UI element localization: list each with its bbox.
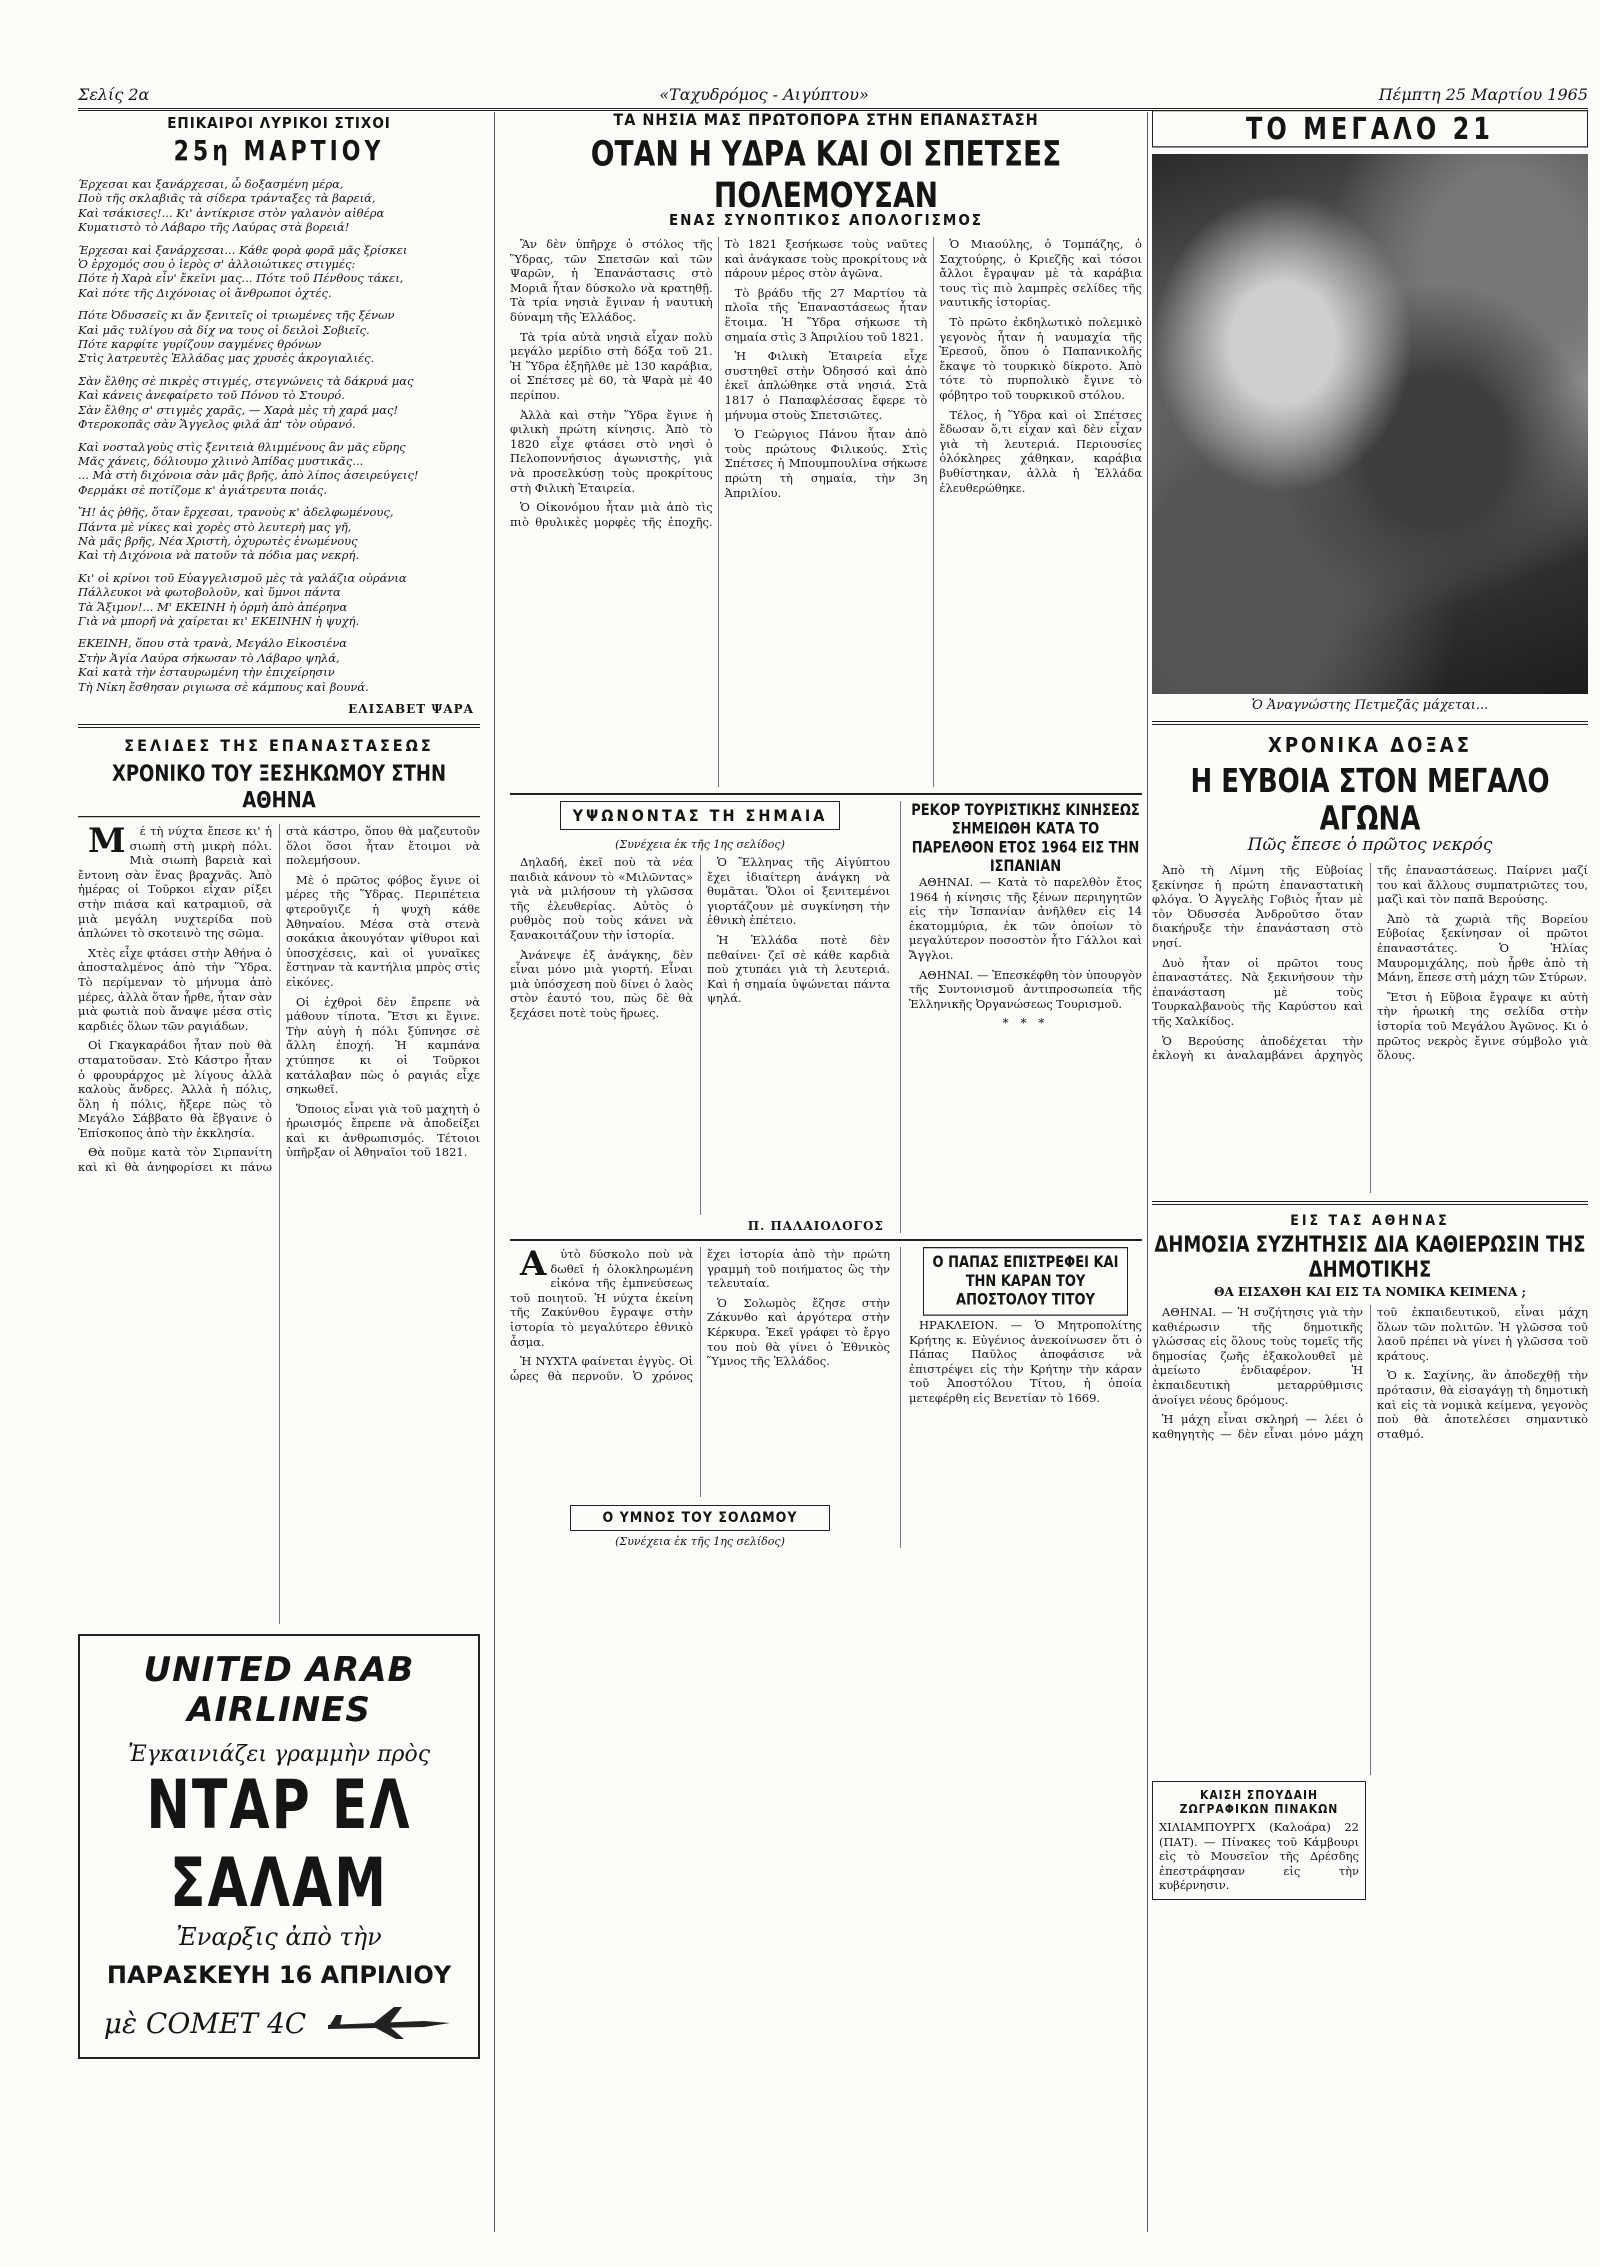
poem-stanza	[78, 243, 480, 301]
poem-line: Καὶ τσάκισες!... Κι' ἀντίκρισε στὸν γαλανὸν αἰθέρα	[78, 205, 385, 220]
column-rule	[494, 112, 495, 2232]
article-paragraph: Οἱ ἐχθροὶ δὲν ἔπρεπε νὰ μάθουν τίποτα. Ἔτσι κι ἔγινε. Τὴν αὐγὴ ἡ πόλι ξύπνησε σὲ ἄλλη ἐποχή. Ἡ καμπάνα χτύπησε κι οἱ Τοῦρκοι κατάλαβαν πὼς ὁ ραγιάς εἶχε σηκωθεῖ.	[286, 994, 480, 1097]
psalm-title: Ο ΥΜΝΟΣ ΤΟΥ ΣΟΛΩΜΟΥ	[570, 1505, 830, 1531]
article-paragraph: Ὁ Σολωμὸς ἔζησε στὴν Ζάκυνθο καὶ ἀργότερα στὴν Κέρκυρα. Ἐκεῖ γράφει τὸ ἔργο του ποὺ θὰ γίνει ὁ Ἐθνικὸς Ὕμνος τῆς Ἑλλάδος.	[707, 1295, 890, 1369]
poem-line: Καὶ πότε τῆς Διχόνοιας οἱ ἄνθρωποι ὀχτές.	[78, 285, 332, 300]
article-paragraph: Ὁ Ἕλληνας τῆς Αἰγύπτου ἔχει ἱδιαίτερη ἀνάγκη νὰ θυμᾶται. Ὅλοι οἱ ξενιτεμένοι γιορτάζουν μὲ συγκίνηση τὴν ἐθνικὴ ἐπέτειο.	[707, 855, 890, 928]
article-paragraph: ΑΘΗΝΑΙ. — Κατὰ τὸ παρελθὸν ἔτος 1964 ἡ κίνησις τῆς ξένων περιηγητῶν εἰς τὴν Ἱσπανίαν ἀνῆλθεν εἰς 14 ἑκατομμύρια, ἐκ τῶν ὁποίων τὸ μεγαλύτερον ποσοστὸν ἦτο Γάλλοι καὶ Ἄγγλοι.	[909, 875, 1142, 962]
page-number: Σελίς 2α	[78, 84, 150, 104]
demotic-subtitle: ΘΑ ΕΙΣΑΧΘΗ ΚΑΙ ΕΙΣ ΤΑ ΝΟΜΙΚΑ ΚΕΙΜΕΝΑ ;	[1214, 1285, 1526, 1299]
psalm-continuation: (Συνέχεια ἐκ τῆς 1ης σελίδος)	[615, 1535, 785, 1548]
article-paragraph: Ὁ Γεώργιος Πάνου ἦταν ἀπὸ τοὺς πρώτους Φιλικούς. Στὶς Σπέτσες ἡ Μπουμπουλίνα σήκωσε πρώτη τὴ σημαία, τὴν 3η Ἀπριλίου.	[724, 427, 928, 500]
article-paragraph: Θὰ ποῦμε κατὰ τὸν Σιρπανίτη καὶ κὶ θὰ ἀνηφορίσει κι πάνω στὰ κάστρο, ὅπου θὰ μαζευτοῦν ὅλοι ὅσοι ἦταν ἔτοιμοι νὰ πολεμήσουν.	[78, 824, 480, 1175]
poem-line: Νὰ μᾶς βρῆς, Νέα Χριστὴ, ὀχυρωτὲς ἐνωμένους	[78, 533, 358, 548]
psalm-section	[510, 1244, 890, 1548]
poem-title: 25η ΜΑΡΤΙΟΥ	[173, 136, 385, 168]
article-paragraph: Ἀπὸ τὴ Λίμνη τῆς Εὐβοίας ξεκίνησε ἡ πρώτη ἐπαναστατικὴ φλόγα. Ὁ Ἀγγελὴς Γοβιὸς ἦταν μὲ τὸν Ὀδυσσέα Ἀνδροῦτσο ὅταν διακήρυξε τὴν ἐπανάσταση στὸ νησί.	[1152, 863, 1363, 950]
article-paragraph: Μέ τὴ νύχτα ἔπεσε κι' ἡ σιωπὴ στὴ μικρὴ πόλι. Μιὰ σιωπὴ βαρειὰ καὶ ἔντονη σὰν ἕνας βραχνᾶς. Ἀπὸ ἡμέρας οἱ Τοῦρκοι εἶχαν ρίξει στὴν πιάσα καὶ κατραμιοῦ, σὰ μιὰ μεγάλη νυχτερίδα ποὺ ἁπλώνει τὸ σκοτεινὸ της σῶμα.	[78, 821, 272, 941]
ad-destination: ΝΤΑΡ ΕΛ ΣΑΛΑΜ	[146, 1767, 412, 1923]
poem-line: Φτεροκοπᾶς σὰν Ἄγγελος φιλά ἀπ' τὸν οὐρανό.	[78, 417, 356, 432]
column-left	[78, 110, 480, 2059]
article-paragraph: Ἀλλὰ καὶ στὴν Ὕδρα ἔγινε ἡ φιλικὴ πρώτη κίνησις. Ἀπὸ τὸ 1820 εἶχε φτάσει στὸ νησὶ ὁ Πελοποννήσιος ἀγωνιστὴς, γιὰ νὰ προσελκύσῃ τοὺς προκρίτους στὴ Φιλικὴ Ἑταιρεία.	[510, 407, 713, 495]
glory-title: Η ΕΥΒΟΙΑ ΣΤΟΝ ΜΕΓΑΛΟ ΑΓΩΝΑ	[1190, 763, 1550, 838]
battle-photo	[1152, 154, 1588, 694]
poem-line: Κι' οἱ κρίνοι τοῦ Εὐαγγελισμοῦ μὲς τὰ γαλάζια οὐράνια	[78, 570, 407, 585]
revolution-kicker: ΣΕΛΙΔΕΣ ΤΗΣ ΕΠΑΝΑΣΤΑΣΕΩΣ	[124, 736, 434, 755]
poem-stanza	[78, 505, 480, 563]
ad-date: ΠΑΡΑΣΚΕΥΗ 16 ΑΠΡΙΛΙΟΥ	[106, 1961, 452, 1989]
flag-continuation: (Συνέχεια ἐκ τῆς 1ης σελίδος)	[615, 838, 785, 851]
article-paragraph: Ἂν δὲν ὑπῆρχε ὁ στόλος τῆς Ὕδρας, τῶν Σπετσῶν καὶ τῶν Ψαρῶν, ἡ Ἐπανάστασις στὸ Μοριᾶ ἦταν δύσκολο νὰ κρατηθῇ. Τὰ τρία νησιὰ ἔγιναν ἡ ναυτικὴ δύναμη τῆς Ἑλλάδος.	[510, 237, 713, 324]
demotic-kicker: ΕΙΣ ΤΑΣ ΑΘΗΝΑΣ	[1290, 1213, 1450, 1229]
record-title: ΡΕΚΟΡ ΤΟΥΡΙΣΤΙΚΗΣ ΚΙΝΗΣΕΩΣ ΣΗΜΕΙΩΘΗ ΚΑΤΑ ΤΟ ΠΑΡΕΛΘΟΝ ΕΤΟΣ 1964 ΕΙΣ ΤΗΝ ΙΣΠΑΝΙΑΝ	[911, 801, 1140, 876]
article-paragraph: Ἀνάνεψε ἐξ ἀνάγκης, δὲν εἶναι μόνο μιὰ γιορτή. Εἶναι μιὰ ὑπόσχεση ποὺ δίνει ὁ λαὸς στὸν ἑαυτό του, πὼς δὲ θὰ ξεχάσει ποτὲ τοὺς ἥρωες.	[510, 947, 693, 1020]
poem-line: Πότε Ὀδυσσεῖς κι ἄν ξενιτεῖς οἱ τριωμένες τῆς ξένων	[78, 308, 395, 323]
poem-line: Στὶς λατρευτὲς Ἑλλάδας μας χρυσὲς ἀκρογιαλιές.	[78, 351, 375, 366]
poem-kicker: ΕΠΙΚΑΙΡΟΙ ΛΥΡΙΚΟΙ ΣΤΙΧΟΙ	[167, 114, 391, 132]
poem-line: Καὶ μᾶς τυλίγου σὰ δίχ να τους οἱ δειλοὶ Σοβιεῖς.	[78, 322, 370, 337]
article-paragraph: Ἡ μάχη εἶναι σκληρή — λέει ὁ καθηγητὴς — δὲν εἶναι μόνο μάχη τοῦ ἐκπαιδευτικοῦ, εἶναι μάχη ὅλων τῶν πολιτῶν. Ἡ γλῶσσα τοῦ λαοῦ πρέπει νὰ γίνει ἡ γλῶσσα τοῦ κράτους.	[1152, 1305, 1588, 1441]
glory-kicker: ΧΡΟΝΙΚΑ ΔΟΞΑΣ	[1267, 733, 1473, 757]
poem-line: Γιὰ νὰ μπορῆ νὰ χαίρεται κι' ΕΚΕΙΝΗΝ ἡ ψυχή.	[78, 613, 360, 628]
poem-stanza	[78, 636, 480, 694]
paintings-notice	[1152, 1781, 1366, 1900]
article-paragraph: Τέλος, ἡ Ὕδρα καὶ οἱ Σπέτσες ἔδωσαν ὅ,τι εἶχαν καὶ δὲν εἶχαν γιὰ τὴ λευτεριά. Περιουσίες ὁλόκληρες χάθηκαν, καράβια βυθίστηκαν, ἀλλὰ ἡ Ἑλλάδα ἐλευθερώθηκε.	[939, 407, 1142, 495]
islands-article	[510, 237, 1142, 787]
article-paragraph: Ὅποιος εἶναι γιὰ τοῦ μαχητὴ ὁ ἡρωισμός ἔπρεπε νὰ ἀποδείξει καὶ κι ἀνθρωπισμός. Τέτοιοι ὑπῆρξαν οἱ Ἀθηναῖοι τοῦ 1821.	[286, 1101, 480, 1160]
poem-line: Καὶ κάνεις ἀνεφαίρετο τοῦ Πόνου τὸ Στουρό.	[78, 388, 345, 403]
poem-line: Καὶ κατὰ τὴν ἐσταυρωμένη τὴν ἐπιχείρησιν	[78, 665, 335, 680]
newspaper-name: «Ταχυδρόμος - Αιγύπτου»	[659, 84, 869, 104]
poem-line: Κυματιστὸ τὸ Λάβαρο τῆς Λαύρας στὰ βορειά!	[78, 220, 350, 235]
poem-line: Πότε ἡ Χαρὰ εἶν' ἔκεῖνι μας... Πότε τοῦ Πένθους τάκει,	[78, 271, 404, 286]
notice-text: ΧΙΛΙΑΜΠΟΥΡΓΧ (Καλοάρα) 22 (ΠΑΤ). — Πίνακες τοῦ Κάμβουρι εἰς τὸ Μουσεῖον τῆς Δρέσδης ἐπεστράφησαν εἰς τὴν κυβέρνησιν.	[1159, 1820, 1359, 1893]
airline-advertisement	[78, 1634, 480, 2059]
ad-start: Ἐναρξις ἀπὸ τὴν	[176, 1923, 382, 1951]
psalm-article	[510, 1244, 890, 1497]
glory-subtitle: Πῶς ἔπεσε ὁ πρῶτος νεκρός	[1247, 835, 1493, 855]
islands-title: ΟΤΑΝ Η ΥΔΡΑ ΚΑΙ ΟΙ ΣΠΕΤΣΕΣ ΠΟΛΕΜΟΥΣΑΝ	[590, 133, 1062, 216]
photo-caption: Ὁ Ἀναγνώστης Πετμεζᾶς μάχεται...	[1251, 698, 1489, 713]
article-paragraph: Ἡ Φιλικὴ Ἑταιρεία εἶχε συστηθεῖ στὴν Ὀδησσό καὶ ἀπὸ ἐκεῖ ἁπλώθηκε στὰ νησιά. Στὰ 1817 ὁ Παπαφλέσσας ἔφερε τὸ μήνυμα στοὺς Σπετσιῶτες.	[724, 349, 928, 422]
poem-line: Καὶ τὴ Διχόνοια νὰ πατοῦν τὰ πόδια μας νεκρή.	[78, 548, 360, 563]
article-paragraph: Μὲ ὁ πρῶτος φόβος ἔγινε οἱ μέρες τῆς Ὕδρας. Περιπέτεια φτεροῦγιζε ἡ ψυχὴ κάθε Ἀθηναίου. Μέσα στὰ στενὰ σοκάκια ἀκουγόταν ψίθυροι καὶ ὑποσχέσεις, καὶ οἱ γυναῖκες ἔστηναν τὰ καντήλια μπρὸς στὶς εἰκόνες.	[286, 872, 480, 989]
poem-line: Έρχεσαι και ξανάρχεσαι, ὦ δοξασμένη μέρα,	[78, 177, 344, 191]
record-section: ΡΕΚΟΡ ΤΟΥΡΙΣΤΙΚΗΣ ΚΙΝΗΣΕΩΣ ΣΗΜΕΙΩΘΗ ΚΑΤΑ ΤΟ ΠΑΡΕΛΘΟΝ ΕΤΟΣ 1964 ΕΙΣ ΤΗΝ ΙΣΠΑΝΙΑΝ ΑΘΗΝΑΙ. — Κατὰ τὸ παρελθὸν ἔτος 1964 ἡ κίνησις τῆς ξένων περιηγητῶν εἰς τὴν Ἱσπανίαν ἀνῆλθεν εἰς 14 ἑκατομμύρια, ἐκ τῶν ὁποίων τὸ μεγαλύτερον ποσοστὸν ἦτο Γάλλοι καὶ Ἄγγλοι. ΑΘΗΝΑΙ. — Ἐπεσκέφθη τὸν ὑπουργὸν τῆς Συντονισμοῦ ἀντιπροσωπεία τῆς Ἑλληνικῆς Ὀργανώσεως Τουρισμοῦ. * * *	[900, 801, 1142, 1233]
poem-line: Μᾶς χάνεις, δόλιουμο χλιινὸ Ἀπίδας μυστικᾶς...	[78, 453, 364, 468]
photo-title: ΤΟ ΜΕΓΑΛΟ 21	[1152, 110, 1588, 148]
flag-section	[510, 801, 890, 1233]
poem-line: Σὰν ἔλθης σὲ πικρὲς στιγμές, στεγνώνεις τὰ δάκρυά μας	[78, 373, 414, 388]
poem-stanza	[78, 308, 480, 366]
revolution-article	[78, 821, 480, 1624]
ad-intro: Ἐγκαινιάζει γραμμὴν πρὸς	[127, 1742, 431, 1767]
poem-line: Ἤ! ἀς ῥθῆς, ὅταν ἔρχεσαι, τρανοὺς κ' ἀδελφωμένους,	[78, 505, 394, 520]
article-paragraph: Τὸ βράδυ τῆς 27 Μαρτίου τὰ πλοῖα τῆς Ἐπαναστάσεως ἦταν ἕτοιμα. Ἡ Ὕδρα σήκωσε τὴ σημαία στὶς 3 Ἀπριλίου τοῦ 1821.	[724, 285, 928, 344]
article-paragraph: Χτὲς εἶχε φτάσει στὴν Ἀθήνα ὁ ἀποσταλμένος ἀπὸ τὴν Ὕδρα. Τὸ περίμεναν τὸ μήνυμα ἀπὸ μέρες, ἀλλὰ ὅταν ἦρθε, ἦταν σὰν μιὰ φωτιὰ ποὺ ἄναψε μέσα στὶς καρδιές ὅλων τῶν ραγιάδων.	[78, 945, 272, 1033]
ad-aircraft: μὲ COMET 4C	[103, 2006, 307, 2040]
titos-article	[909, 1318, 1142, 1406]
article-paragraph: Ἀπὸ τὰ χωριὰ τῆς Βορείου Εὐβοίας ξεκίνησαν οἱ πρῶτοι ἐπαναστάτες. Ὁ Ἠλίας Μαυρομιχάλης, ποὺ ἦρθε ἀπὸ τὴ Μάνη, ἔπεσε στὴ μάχη τῶν Στύρων.	[1377, 911, 1588, 985]
column-center	[510, 110, 1142, 1548]
article-paragraph: Δυὸ ἦταν οἱ πρῶτοι τους ἐπαναστάτες. Νὰ ξεκινήσουν τὴν ἐπανάσταση μὲ τοὺς Τουρκαλβανοὺς τῆς Καρύστου καὶ τῆς Χαλκίδος.	[1152, 955, 1363, 1028]
demotic-article	[1152, 1305, 1588, 1775]
article-paragraph: Ὁ Μιαούλης, ὁ Τομπάζης, ὁ Σαχτούρης, ὁ Κριεζῆς καὶ τόσοι ἄλλοι ἔγραψαν μὲ τὰ καράβια τους τὶς πιὸ λαμπρὲς σελίδες τῆς ναυτικῆς ἱστορίας.	[939, 237, 1142, 310]
article-paragraph: ΑΘΗΝΑΙ. — Ἐπεσκέφθη τὸν ὑπουργὸν τῆς Συντονισμοῦ ἀντιπροσωπεία τῆς Ἑλληνικῆς Ὀργανώσεως Τουρισμοῦ.	[909, 967, 1142, 1011]
ad-brand: UNITED ARAB AIRLINES	[143, 1650, 415, 1730]
poem-line: ... Μὰ στὴ διχόνοια σὰν μᾶς βρῆς, ἀπὸ λίπος ἀσειρεύγεις!	[78, 468, 419, 483]
article-paragraph: ΗΡΑΚΛΕΙΟΝ. — Ὁ Μητροπολίτης Κρήτης κ. Εὐγένιος ἀνεκοίνωσεν ὅτι ὁ Πάπας Παῦλος ἀποφάσισε νὰ ἐπιστρέψει εἰς τὴν Κρήτην τὴν κάραν τοῦ Ἀποστόλου Τίτου, ἡ ὁποία μετεφέρθη εἰς Βενετίαν τὸ 1669.	[909, 1318, 1142, 1405]
poem-author: ΕΛΙΣΑΒΕΤ ΨΑΡΑ	[348, 702, 474, 716]
poem-stanza	[78, 440, 480, 498]
poem-line: Πάντα μὲ νίκες καὶ χορὲς στὸ λευτερὴ μας γῆ,	[78, 519, 352, 534]
flag-author: Π. ΠΑΛΑΙΟΛΟΓΟΣ	[747, 1219, 884, 1233]
masthead	[78, 80, 1588, 111]
poem-line: Στὴν Ἁγία Λαύρα σήκωσαν τὸ Λάβαρο ψηλά,	[78, 650, 340, 665]
poem-line: Έρχεσαι καὶ ξανάρχεσαι... Κάθε φορὰ φορᾶ μᾶς ξρίσκει	[78, 242, 408, 257]
column-rule	[1147, 112, 1148, 2232]
poem-line: Τὰ Ἄξιμον!... Μ' ΕΚΕΙΝΗ ἡ ὀρμὴ ἀπὸ ἀπέρηνα	[78, 599, 348, 614]
poem-stanza	[78, 571, 480, 629]
titos-section	[900, 1247, 1142, 1548]
issue-date: Πέμπτη 25 Μαρτίου 1965	[1378, 84, 1588, 104]
poem-line: Πάλλευκοι νὰ φωτοβολοῦν, καὶ ὕμνοι πάντα	[78, 585, 341, 600]
record-article	[909, 875, 1142, 1011]
column-right	[1152, 110, 1588, 1900]
article-paragraph: Ὁ Οἰκονόμου ἦταν μιὰ ἀπὸ τὶς πιὸ θρυλικὲς μορφὲς τῆς ἐποχῆς. Τὸ 1821 ξεσήκωσε τοὺς ναῦτες καὶ ἀνάγκασε τοὺς προκρίτους νὰ πάρουν μέρος στὸν ἀγῶνα.	[510, 237, 928, 529]
poem-line: Τὴ Νίκη ἔσθησαν ριγιωσα σὲ κάμπους καὶ βουνά.	[78, 679, 369, 694]
notice-title: ΚΑΙΣΗ ΣΠΟΥΔΑΙΗ ΖΩΓΡΑΦΙΚΩΝ ΠΙΝΑΚΩΝ	[1179, 1788, 1339, 1816]
airplane-icon	[324, 2003, 454, 2043]
poem-stanza	[78, 177, 480, 235]
poem-stanza	[78, 374, 480, 432]
article-paragraph: Τὸ πρῶτο ἐκδηλωτικὸ πολεμικὸ γεγονὸς ἦταν ἡ ναυμαχία τῆς Ἐρεσοῦ, ὅπου ὁ Παπανικολῆς ἔκαψε τὸ τουρκικὸ δίκροτο. Ἀπὸ τότε τὸ πυρπολικὸ ἔγινε τὸ φόβητρο τοῦ τουρκικοῦ στόλου.	[939, 314, 1142, 402]
poem-line: Ποὺ τῆς σκλαβιᾶς τὰ σίδερα τράνταξες τὰ βαρειά,	[78, 191, 376, 206]
poem-line: Φερμάκι σὲ ποτίζομε κ' ἀγιάτρευτα ποιάς.	[78, 482, 327, 497]
flag-article	[510, 855, 890, 1215]
glory-article	[1152, 863, 1588, 1193]
article-paragraph: Τὰ τρία αὐτὰ νησιὰ εἶχαν πολὺ μεγάλο μερίδιο στὴ δόξα τοῦ 21. Ἡ Ὕδρα ἐξηῆλθε μὲ 130 καράβια, οἱ Σπέτσες μὲ 60, τὰ Ψαρὰ μὲ 40 περίπου.	[510, 329, 713, 402]
article-paragraph: ΑΘΗΝΑΙ. — Ἡ συζήτησις γιὰ τὴν καθιέρωσιν τῆς δημοτικῆς γλώσσας εἰς ὅλους τοὺς τομεῖς τῆς δημοσίας ζωῆς ἐξακολουθεῖ μὲ ἀμείωτο ἐνδιαφέρον. Ἡ ἐκπαιδευτικὴ μεταρρύθμισις ἀνοίγει νέους δρόμους.	[1152, 1305, 1363, 1407]
flag-title: ΥΨΩΝΟΝΤΑΣ ΤΗ ΣΗΜΑΙΑ	[560, 801, 840, 830]
article-paragraph: Ἡ ΝΥΧΤΑ φαίνεται ἐγγὺς. Οἱ ὧρες θὰ περνοῦν. Ὁ χρόνος ἔχει ἱστορία ἀπὸ τὴν πρώτη γραμμὴ τοῦ ποιήματος ὣς τὴν τελευταία.	[510, 1247, 890, 1383]
ad-aircraft-row	[90, 2003, 468, 2043]
article-paragraph: Ἡ Ἑλλάδα ποτὲ δὲν πεθαίνει· ζεῖ σὲ κάθε καρδιὰ ποὺ χτυπάει γιὰ τὴ λευτεριά. Καὶ ἡ σημαία ὑψώνεται πάντα ψηλά.	[707, 932, 890, 1006]
revolution-title: ΧΡΟΝΙΚΟ ΤΟΥ ΞΕΣΗΚΩΜΟΥ ΣΤΗΝ ΑΘΗΝΑ	[78, 761, 480, 817]
article-paragraph: Οἱ Γκαγκαράδοι ἦταν ποὺ θὰ σταματοῦσαν. Στὸ Κάστρο ἦταν ὁ φρουράρχος μὲ λίγους ἀλλὰ καλοὺς ἄνδρες. Ἀλλὰ ἡ πόλις, ὅλη ἡ πόλις, ἤξερε πὼς τὸ Μεγάλο Σάββατο θὰ ἔβγαινε ὁ Ἐπίσκοπος ἀπὸ τὴν ἐκκλησία.	[78, 1038, 272, 1140]
poem-line: Πότε καρφίτε γυρίζουν σαγμένες θρόνων	[78, 337, 322, 352]
article-paragraph: Ὁ Βερούσης ἀποδέχεται τὴν ἐκλογὴ κι ἀναλαμβάνει ἀρχηγὸς τῆς ἐπαναστάσεως. Παίρνει μαζί του καὶ ἄλλους συμπατριῶτες του, μαζὶ καὶ τὸν παπᾶ Βερούσης.	[1152, 863, 1588, 1063]
poem-line: Καὶ νοσταλγοὺς στὶς ξενιτειὰ θλιμμένους ἂν μᾶς εὕρης	[78, 439, 406, 454]
article-paragraph: Αὐτὸ δύσκολο ποὺ νὰ δωθεῖ ἡ ὁλοκληρωμένη εἰκόνα τῆς ἐμπνεύσεως τοῦ ποιητοῦ. Ἡ νύχτα ἐκείνη τῆς Ζακύνθου ἔγραψε στὴν ἱστορία τὸ μεγαλύτερο ἐθνικὸ ἆσμα.	[510, 1244, 693, 1349]
titos-title: Ο ΠΑΠΑΣ ΕΠΙΣΤΡΕΦΕΙ ΚΑΙ ΤΗΝ ΚΑΡΑΝ ΤΟΥ ΑΠΟΣΤΟΛΟΥ ΤΙΤΟΥ	[923, 1247, 1128, 1316]
article-paragraph: Δηλαδή, ἐκεῖ ποὺ τὰ νέα παιδιὰ κάνουν τὸ «Μιλῶντας» γιὰ νὰ μιλήσουν τὴ γλῶσσα τῆς ἐλευθερίας. Αὐτὸς ὁ ρυθμὸς ποὺ τοὺς κάνει νὰ ξανακοιτάζουν τὴν ἱστορία.	[510, 855, 693, 942]
poem-line: Ὁ ἐρχομός σου ὁ ἱερὸς σ' ἀλλοιώτικες στιγμές:	[78, 257, 356, 272]
islands-subtitle: ΕΝΑΣ ΣΥΝΟΠΤΙΚΟΣ ΑΠΟΛΟΓΙΣΜΟΣ	[668, 211, 984, 229]
islands-kicker: ΤΑ ΝΗΣΙΑ ΜΑΣ ΠΡΩΤΟΠΟΡΑ ΣΤΗΝ ΕΠΑΝΑΣΤΑΣΗ	[613, 110, 1039, 129]
poem-line: ΕΚΕΙΝΗ, ὅπου στὰ τρανὰ, Μεγάλο Εἰκοσιένα	[78, 636, 348, 651]
demotic-title: ΔΗΜΟΣΙΑ ΣΥΖΗΤΗΣΙΣ ΔΙΑ ΚΑΘΙΕΡΩΣΙΝ ΤΗΣ ΔΗΜΟΤΙΚΗΣ	[1154, 1231, 1586, 1283]
article-paragraph: Ὁ κ. Σαχίνης, ἂν ἀποδεχθῇ τὴν πρότασιν, θὰ εἰσαγάγῃ τὴ δημοτικὴ καὶ εἰς τὰ νομικὰ κείμενα, γεγονὸς ποὺ θὰ ἀποτελέσει σημαντικὸ σταθμό.	[1377, 1368, 1588, 1441]
poem-line: Σὰν ἔλθης σ' στιγμὲς χαρᾶς, — Χαρὰ μὲς τὴ χαρά μας!	[78, 402, 399, 417]
article-paragraph: Ἔτσι ἡ Εὔβοια ἔγραψε κι αὐτὴ τὴν ἡρωικὴ της σελίδα στὴν ἱστορία τοῦ Μεγάλου Ἀγῶνος. Κι ὁ πρῶτος νεκρὸς ἔγινε σύμβολο γιὰ ὅλους.	[1377, 989, 1588, 1063]
poem	[78, 177, 480, 694]
